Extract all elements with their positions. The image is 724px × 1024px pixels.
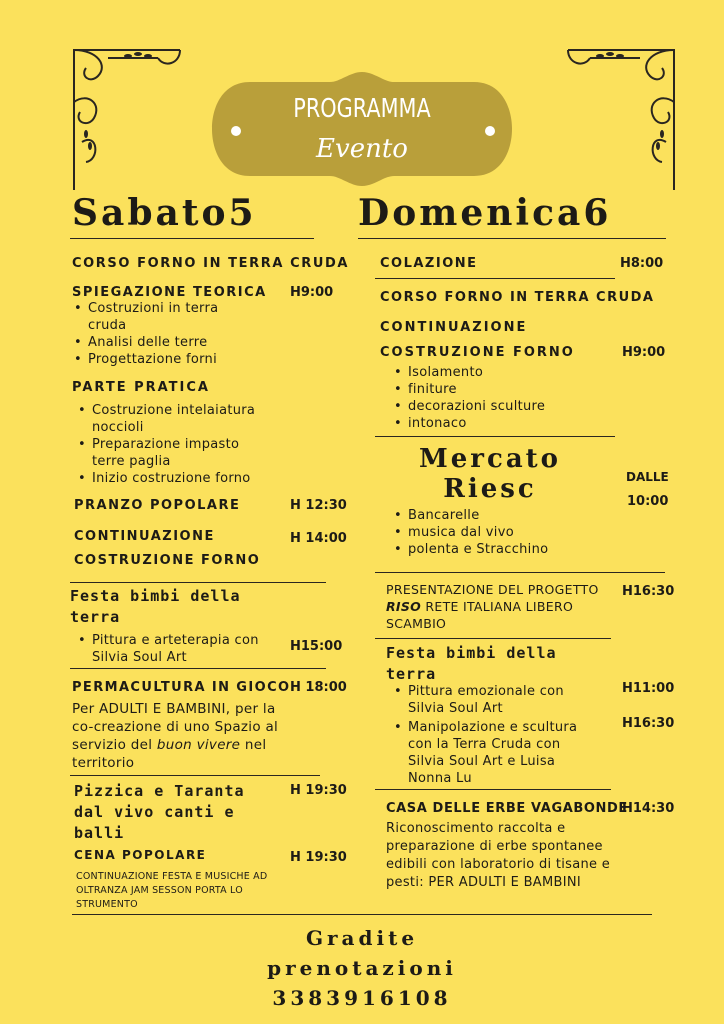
sun-costruzione-forno: COSTRUZIONE FORNO xyxy=(380,345,575,360)
divider xyxy=(375,436,615,437)
perma-text-em: buon vivere xyxy=(156,737,241,753)
sat-spiegazione-time: H9:00 xyxy=(290,285,334,300)
sat-permacultura-time: H 18:00 xyxy=(290,680,347,695)
sat-continuazione-festa: CONTINUAZIONE FESTA E MUSICHE AD OLTRANZA JAM SESSON PORTA LO STRUMENTO xyxy=(76,871,268,910)
list-item: • Inizio costruzione forno xyxy=(74,470,264,487)
sat-costruzione-forno: COSTRUZIONE FORNO xyxy=(74,553,261,568)
divider xyxy=(375,572,665,573)
pres-text-a: PRESENTAZIONE DEL PROGETTO xyxy=(386,582,599,597)
list-item: • polenta e Stracchino xyxy=(390,541,590,558)
sun-mercato-list xyxy=(390,507,590,558)
pres-text-em: RISO xyxy=(386,599,422,614)
sun-erbe-text: Riconoscimento raccolta e preparazione di erbe spontanee edibili con laboratorio di tisane e pesti: PER ADULTI E BAMBINI xyxy=(386,821,611,890)
header-badge xyxy=(210,70,514,188)
sun-festa-time-1: H11:00 xyxy=(622,681,675,696)
sun-colazione: COLAZIONE xyxy=(380,256,478,271)
perma-text-a: Per ADULTI E BAMBINI, per la co-creazione di uno Spazio al servizio del xyxy=(72,701,279,753)
divider xyxy=(70,238,314,239)
divider xyxy=(375,638,611,639)
sat-continuazione-time: H 14:00 xyxy=(290,531,347,546)
sun-presentazione-time: H16:30 xyxy=(622,584,675,599)
list-item: • Preparazione impasto terre paglia xyxy=(74,436,264,470)
sat-festa-title: Festa bimbi della terra xyxy=(70,587,241,626)
divider xyxy=(375,789,611,790)
list-item: • Pittura emozionale con Silvia Soul Art xyxy=(390,683,600,717)
list-item: • musica dal vivo xyxy=(390,524,590,541)
sun-costruzione-list xyxy=(390,364,590,432)
divider xyxy=(70,668,326,669)
sat-permacultura-title: PERMACULTURA IN GIOCO xyxy=(72,680,291,695)
perma-text-b: nel territorio xyxy=(72,737,267,771)
sun-colazione-time: H8:00 xyxy=(620,256,664,271)
list-item: • Pittura e arteterapia con Silvia Soul Art xyxy=(74,632,274,666)
list-item: • finiture xyxy=(390,381,590,398)
sun-festa-list xyxy=(390,683,600,787)
corner-ornament-left-icon xyxy=(68,42,188,192)
sat-corso-title: CORSO FORNO IN TERRA CRUDA xyxy=(72,256,350,271)
list-item: • Bancarelle xyxy=(390,507,590,524)
sat-cena: CENA POPOLARE xyxy=(74,848,207,862)
footer-phone: 3383916108 xyxy=(272,986,452,1010)
sat-pratica-list xyxy=(74,402,264,487)
pres-text-b: RETE ITALIANA LIBERO SCAMBIO xyxy=(386,599,574,631)
list-item: • Costruzione intelaiatura noccioli xyxy=(74,402,264,436)
sat-pizzica-title: Pizzica e Taranta dal vivo canti e balli xyxy=(74,782,245,842)
divider xyxy=(375,278,615,279)
header-title: PROGRAMMA xyxy=(293,94,431,124)
sun-costruzione-time: H9:00 xyxy=(622,345,666,360)
list-item: • Isolamento xyxy=(390,364,590,381)
sun-festa-time-2: H16:30 xyxy=(622,716,675,731)
sat-pranzo: PRANZO POPOLARE xyxy=(74,498,241,513)
divider xyxy=(358,238,666,239)
sat-festa-list xyxy=(74,632,274,666)
sun-mercato-dalle: DALLE xyxy=(626,470,669,484)
sat-permacultura-text xyxy=(72,700,284,772)
sat-pizzica-time: H 19:30 xyxy=(290,783,347,798)
list-item: • intonaco xyxy=(390,415,590,432)
list-item: • Manipolazione e scultura con la Terra Cruda con Silvia Soul Art e Luisa Nonna Lu xyxy=(390,719,600,787)
sun-festa-title: Festa bimbi della terra xyxy=(386,644,557,683)
sat-pratica-title: PARTE PRATICA xyxy=(72,380,210,395)
sat-pranzo-time: H 12:30 xyxy=(290,498,347,513)
sun-corso-title: CORSO FORNO IN TERRA CRUDA xyxy=(380,290,655,305)
corner-ornament-right-icon xyxy=(560,42,680,192)
sun-erbe-title: CASA DELLE ERBE VAGABONDE xyxy=(386,801,628,816)
divider xyxy=(70,582,326,583)
saturday-heading: Sabato5 xyxy=(72,192,257,234)
sat-spiegazione-list xyxy=(70,300,250,368)
footer-line-1: Gradite xyxy=(305,926,419,950)
divider xyxy=(72,914,652,915)
sun-mercato-title: Mercato Riesc xyxy=(418,444,562,504)
sun-erbe-time: H14:30 xyxy=(622,801,675,816)
sun-continuazione: CONTINUAZIONE xyxy=(380,320,528,335)
sunday-heading: Domenica6 xyxy=(358,192,612,234)
sun-presentazione-text xyxy=(386,581,616,632)
list-item: • decorazioni sculture xyxy=(390,398,590,415)
list-item: • Progettazione forni xyxy=(70,351,250,368)
sat-festa-time: H15:00 xyxy=(290,639,343,654)
divider xyxy=(70,775,320,776)
sat-cena-time: H 19:30 xyxy=(290,850,347,865)
header-subtitle: Evento xyxy=(316,134,408,164)
footer-line-2: prenotazioni xyxy=(267,956,457,980)
sat-spiegazione-title: SPIEGAZIONE TEORICA xyxy=(72,285,267,300)
sun-mercato-time: 10:00 xyxy=(627,494,669,509)
list-item: • Costruzioni in terra cruda xyxy=(70,300,250,334)
sat-continuazione: CONTINUAZIONE xyxy=(74,529,215,544)
list-item: • Analisi delle terre xyxy=(70,334,250,351)
